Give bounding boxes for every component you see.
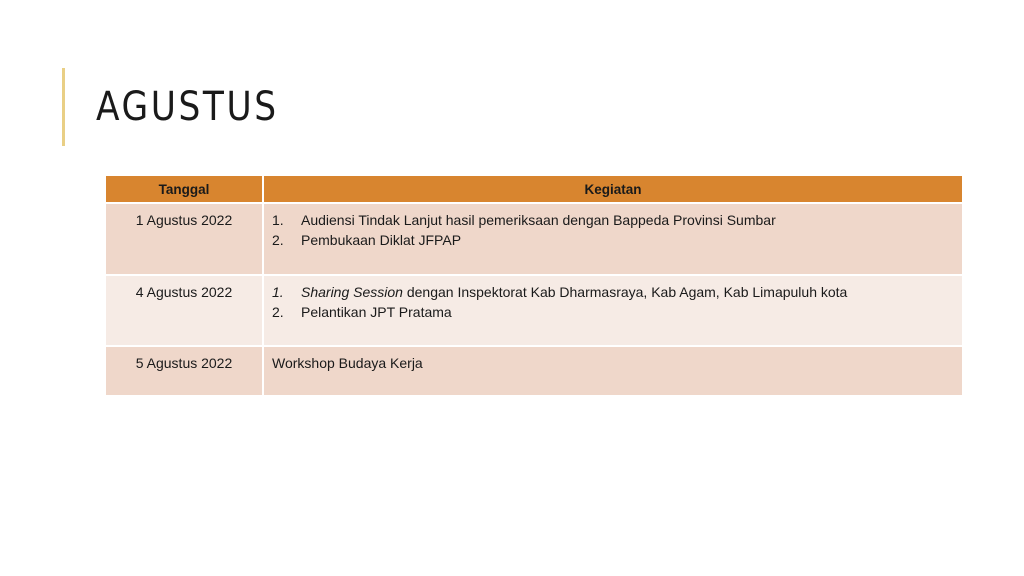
activity-cell <box>263 275 962 346</box>
table-row <box>106 275 962 346</box>
schedule-table <box>106 176 962 397</box>
list-item: Audiensi Tindak Lanjut hasil pemeriksaan dengan Bappeda Provinsi Sumbar <box>301 212 776 228</box>
table-header-row <box>106 176 962 203</box>
sharing-session-text: Sharing Session <box>301 284 403 300</box>
date-cell: 4 Agustus 2022 <box>106 275 263 346</box>
table-row <box>106 346 962 396</box>
activity-list <box>272 210 954 250</box>
activity-list <box>272 282 954 322</box>
column-header-tanggal: Tanggal <box>106 176 263 203</box>
list-item: Pembukaan Diklat JFPAP <box>301 232 462 248</box>
list-item: Pelantikan JPT Pratama <box>301 304 452 320</box>
activity-cell <box>263 203 962 275</box>
table-row <box>106 203 962 275</box>
title-accent-bar <box>62 68 65 146</box>
activity-cell: Workshop Budaya Kerja <box>263 346 962 396</box>
slide-title: AGUSTUS <box>96 84 279 130</box>
date-cell: 5 Agustus 2022 <box>106 346 263 396</box>
date-cell: 1 Agustus 2022 <box>106 203 263 275</box>
list-item-text: dengan Inspektorat Kab Dharmasraya, Kab Agam, Kab Limapuluh kota <box>402 284 848 300</box>
column-header-kegiatan: Kegiatan <box>263 176 962 203</box>
list-item <box>301 282 954 302</box>
